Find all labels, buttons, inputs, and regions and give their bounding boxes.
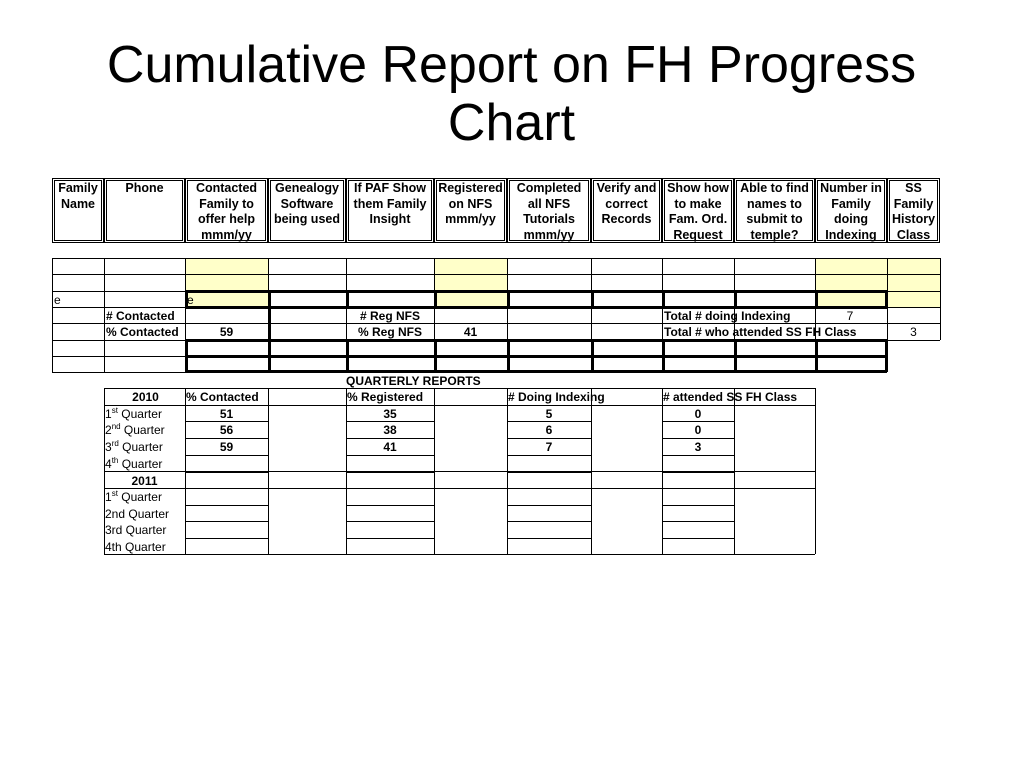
grid-line bbox=[507, 521, 591, 522]
quarterly-column-header: # attended SS FH Class bbox=[663, 390, 798, 404]
thick-line bbox=[268, 307, 271, 340]
grid-line bbox=[346, 438, 434, 439]
thick-line bbox=[815, 339, 818, 372]
grid-line bbox=[346, 421, 434, 422]
quarter-number: 4 bbox=[105, 457, 112, 471]
thick-line bbox=[434, 339, 437, 372]
quarter-suffix: st bbox=[111, 489, 118, 498]
quarter-label bbox=[105, 522, 185, 538]
grid-line bbox=[185, 405, 186, 554]
quarter-text: 2nd Quarter bbox=[105, 507, 170, 521]
grid-line bbox=[185, 472, 268, 473]
grid-line bbox=[52, 258, 53, 372]
column-header-line: SS bbox=[905, 181, 922, 195]
grid-line bbox=[346, 405, 434, 406]
column-header-line: History bbox=[891, 212, 936, 226]
quarterly-column-header: 2010 bbox=[132, 390, 159, 404]
column-header bbox=[664, 181, 732, 243]
grid-line bbox=[507, 538, 591, 539]
column-header-line: to make bbox=[674, 196, 722, 211]
quarterly-column-header: # Doing Indexing bbox=[508, 390, 605, 404]
pct-reg-label: % Reg NFS bbox=[357, 325, 422, 339]
grid-line bbox=[185, 455, 268, 456]
column-header-line: Tutorials bbox=[523, 212, 575, 226]
column-header bbox=[889, 181, 938, 243]
column-header-line: Name bbox=[60, 196, 96, 211]
thick-line bbox=[591, 339, 594, 372]
quarter-suffix: rd bbox=[111, 439, 119, 448]
quarter-word: Quarter bbox=[120, 423, 165, 437]
grid-line bbox=[662, 554, 734, 555]
grid-line bbox=[104, 554, 185, 555]
grid-line bbox=[346, 538, 434, 539]
column-header bbox=[187, 181, 266, 243]
grid-line bbox=[346, 405, 347, 554]
grid-line bbox=[346, 455, 434, 456]
grid-line bbox=[507, 405, 508, 554]
quarter-label bbox=[105, 456, 185, 472]
quarter-label bbox=[105, 439, 185, 455]
column-header bbox=[436, 181, 505, 228]
grid-line bbox=[662, 538, 734, 539]
column-header bbox=[509, 181, 589, 243]
grid-line bbox=[346, 554, 434, 555]
grid-line bbox=[734, 405, 735, 554]
thick-line bbox=[185, 355, 887, 358]
grid-line bbox=[268, 405, 269, 554]
grid-line bbox=[185, 538, 268, 539]
column-header-line: Records bbox=[601, 212, 652, 226]
grid-line bbox=[185, 521, 268, 522]
column-header-line: doing bbox=[833, 212, 868, 226]
pct-contacted-label: % Contacted bbox=[106, 325, 179, 339]
contacted-label: # Contacted bbox=[106, 309, 175, 323]
grid-line bbox=[507, 554, 591, 555]
page-title-line-2: Chart bbox=[447, 94, 576, 152]
quarterly-column-header: % Contacted bbox=[186, 390, 259, 404]
grid-line bbox=[662, 438, 734, 439]
column-header-line: Software bbox=[280, 196, 334, 211]
grid-line bbox=[507, 505, 591, 506]
grid-line bbox=[185, 438, 268, 439]
column-header-line: Insight bbox=[369, 212, 411, 226]
column-header-line: Contacted bbox=[195, 181, 258, 195]
grid-line bbox=[815, 405, 816, 554]
grid-line bbox=[507, 472, 591, 473]
grid-line bbox=[662, 455, 734, 456]
quarter-suffix: nd bbox=[111, 422, 121, 431]
quarter-indexing-value: 7 bbox=[545, 440, 553, 454]
grid-line bbox=[507, 438, 591, 439]
thick-line bbox=[346, 290, 349, 308]
grid-line bbox=[591, 554, 662, 555]
grid-line bbox=[268, 554, 346, 555]
grid-line bbox=[507, 455, 591, 456]
quarter-label bbox=[105, 406, 185, 422]
column-header bbox=[817, 181, 885, 243]
column-header-line: Completed bbox=[516, 181, 582, 195]
quarterly-column-header: % Registered bbox=[347, 390, 424, 404]
cell-e-mid: e bbox=[187, 293, 194, 307]
grid-line bbox=[434, 554, 507, 555]
quarter-class-value: 0 bbox=[694, 423, 702, 437]
year-2011-label: 2011 bbox=[131, 474, 158, 488]
highlight-cell bbox=[887, 258, 940, 307]
column-header-line: all NFS bbox=[527, 196, 571, 211]
column-header-line: Able to find bbox=[740, 181, 809, 195]
quarter-label bbox=[105, 506, 185, 522]
grid-line bbox=[185, 421, 268, 422]
column-header-line: Request bbox=[673, 227, 723, 242]
grid-line bbox=[507, 421, 591, 422]
quarter-number: 2 bbox=[105, 423, 112, 437]
grid-line bbox=[104, 405, 105, 554]
total-indexing-label: Total # doing Indexing bbox=[664, 309, 791, 323]
grid-line bbox=[734, 554, 815, 555]
quarter-word: Quarter bbox=[117, 407, 162, 421]
quarter-contacted-value: 59 bbox=[219, 440, 234, 454]
column-header-line: Verify and bbox=[596, 181, 657, 195]
quarter-text: 1 bbox=[105, 490, 112, 504]
column-header-line: Number in bbox=[820, 181, 882, 195]
grid-line bbox=[346, 505, 434, 506]
thick-line bbox=[734, 339, 737, 372]
column-header-line: Family bbox=[58, 181, 98, 195]
column-header bbox=[106, 181, 183, 197]
column-header bbox=[736, 181, 813, 243]
column-header-line: names to bbox=[747, 196, 802, 211]
quarter-registered-value: 41 bbox=[383, 440, 397, 454]
total-class-value: 3 bbox=[910, 325, 917, 339]
pct-contacted-value: 59 bbox=[219, 325, 234, 339]
column-header-line: Indexing bbox=[825, 227, 877, 242]
column-header-line: on NFS bbox=[448, 196, 493, 211]
column-header-line: submit to bbox=[746, 212, 803, 226]
page-title-line-1: Cumulative Report on FH Progress bbox=[106, 36, 917, 94]
quarter-number: 1 bbox=[105, 407, 112, 421]
quarter-registered-value: 38 bbox=[383, 423, 397, 437]
grid-line bbox=[662, 421, 734, 422]
cell-e-left: e bbox=[54, 293, 61, 307]
column-header-line: them Family bbox=[353, 196, 427, 211]
thick-line bbox=[346, 339, 349, 372]
quarter-label bbox=[105, 422, 185, 438]
highlight-cell bbox=[815, 258, 887, 307]
column-header-line: Family bbox=[831, 196, 871, 211]
column-header-line: being used bbox=[274, 212, 340, 226]
column-header-line: Family bbox=[893, 196, 934, 211]
column-header-line: offer help bbox=[198, 212, 255, 226]
highlight-cell bbox=[434, 258, 507, 307]
quarter-label bbox=[105, 539, 185, 555]
grid-line bbox=[104, 488, 815, 489]
thick-line bbox=[885, 290, 888, 308]
thick-line bbox=[815, 290, 818, 308]
quarter-text: 4th Quarter bbox=[105, 540, 166, 554]
column-header-line: temple? bbox=[750, 227, 799, 242]
quarterly-title: QUARTERLY REPORTS bbox=[346, 374, 481, 388]
thick-line bbox=[268, 339, 271, 372]
page-title bbox=[0, 36, 1023, 152]
grid-line bbox=[104, 258, 105, 372]
quarter-word: Quarter bbox=[117, 490, 162, 504]
grid-line bbox=[507, 405, 591, 406]
column-header-line: Show how bbox=[667, 181, 729, 195]
quarter-indexing-value: 6 bbox=[545, 423, 553, 437]
quarter-registered-value: 35 bbox=[383, 407, 397, 421]
thick-line bbox=[507, 339, 510, 372]
quarter-text: 3rd Quarter bbox=[105, 523, 167, 537]
grid-line bbox=[185, 505, 268, 506]
column-header-line: correct bbox=[605, 196, 648, 211]
grid-line bbox=[185, 405, 268, 406]
grid-line bbox=[662, 405, 734, 406]
pct-reg-value: 41 bbox=[463, 325, 478, 339]
grid-line bbox=[185, 554, 268, 555]
grid-line bbox=[104, 471, 815, 472]
quarter-number: 3 bbox=[105, 440, 112, 454]
quarter-class-value: 0 bbox=[694, 407, 702, 421]
quarter-indexing-value: 5 bbox=[545, 407, 553, 421]
thick-line bbox=[507, 290, 510, 308]
quarter-class-value: 3 bbox=[694, 440, 702, 454]
grid-line bbox=[662, 505, 734, 506]
thick-line bbox=[734, 290, 737, 308]
thick-line bbox=[185, 339, 188, 372]
grid-line bbox=[662, 405, 663, 554]
column-header-line: mmm/yy bbox=[201, 227, 252, 242]
column-header-line: mmm/yy bbox=[445, 212, 496, 226]
grid-line bbox=[662, 472, 734, 473]
quarter-suffix: st bbox=[111, 406, 118, 415]
column-header-line: Registered bbox=[438, 181, 503, 195]
grid-line bbox=[940, 258, 941, 340]
thick-line bbox=[662, 290, 665, 308]
quarter-contacted-value: 56 bbox=[219, 423, 234, 437]
quarter-contacted-value: 51 bbox=[219, 407, 234, 421]
thick-line bbox=[268, 290, 271, 308]
column-header-line: Family to bbox=[199, 196, 254, 211]
grid-line bbox=[346, 472, 434, 473]
column-header-line: Phone bbox=[125, 181, 164, 195]
column-header-line: If PAF Show bbox=[354, 181, 426, 195]
grid-line bbox=[434, 405, 435, 554]
thick-line bbox=[434, 290, 437, 308]
quarter-label bbox=[105, 489, 185, 505]
thick-line bbox=[662, 339, 665, 372]
column-header bbox=[593, 181, 660, 228]
column-header-line: mmm/yy bbox=[523, 227, 575, 242]
total-indexing-value: 7 bbox=[846, 309, 854, 323]
thick-line bbox=[885, 339, 888, 372]
reg-nfs-label: # Reg NFS bbox=[359, 309, 420, 323]
column-header bbox=[270, 181, 344, 228]
column-header bbox=[348, 181, 432, 228]
column-header-line: Class bbox=[896, 227, 931, 242]
thick-line bbox=[591, 290, 594, 308]
quarter-word: Quarter bbox=[118, 440, 163, 454]
quarter-suffix: th bbox=[111, 456, 119, 465]
column-header bbox=[54, 181, 102, 212]
grid-line bbox=[591, 405, 592, 554]
thick-line bbox=[185, 290, 887, 293]
grid-line bbox=[346, 521, 434, 522]
grid-line bbox=[662, 521, 734, 522]
quarter-word: Quarter bbox=[118, 457, 163, 471]
total-class-label: Total # who attended SS FH Class bbox=[664, 325, 857, 339]
column-header-line: Genealogy bbox=[275, 181, 339, 195]
column-header-line: Fam. Ord. bbox=[668, 212, 728, 226]
